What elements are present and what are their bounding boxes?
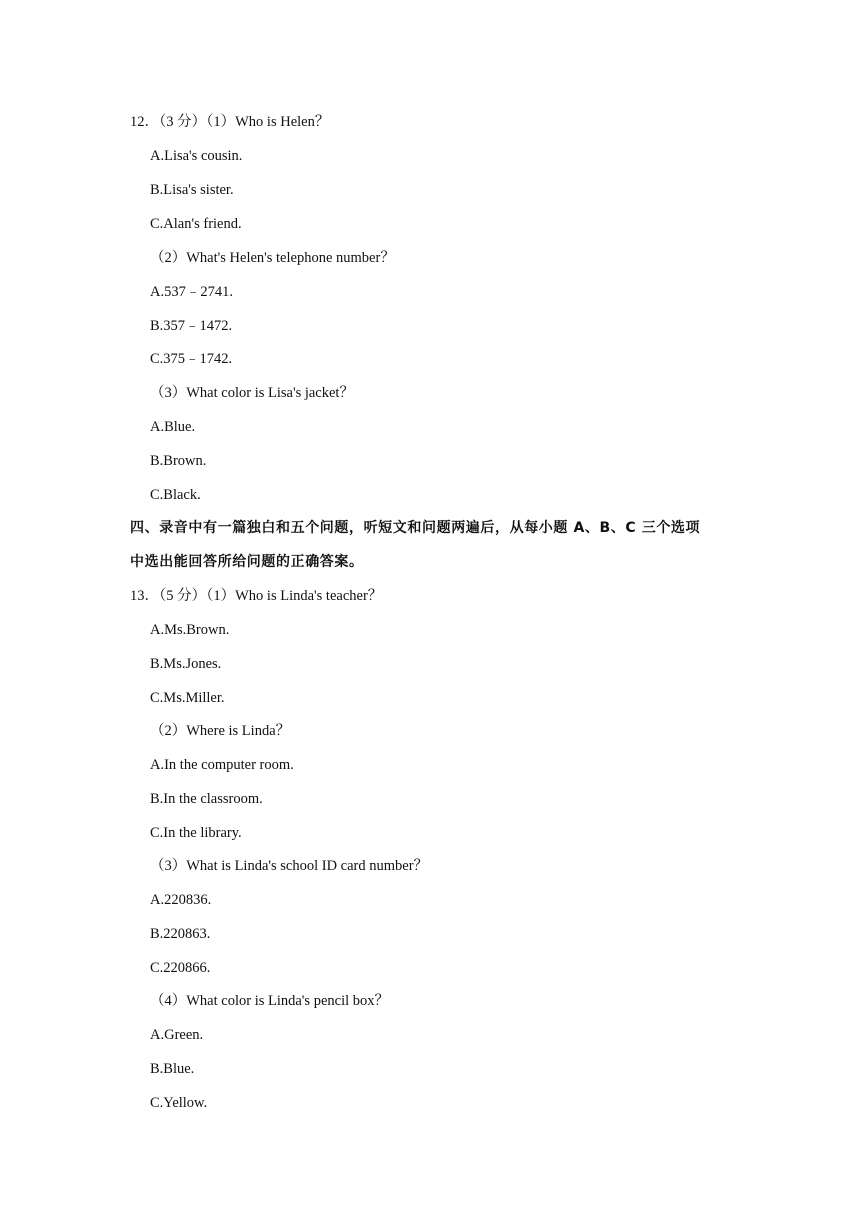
- question-12-heading: 12．（3 分）（1）Who is Helen？: [130, 114, 330, 130]
- q13-1-option-b: B.Ms.Jones.: [150, 656, 222, 672]
- q12-3-option-c: C.Black.: [150, 487, 201, 503]
- q13-4-option-c: C.Yellow.: [150, 1095, 208, 1111]
- q12-2-question: （2）What's Helen's telephone number？: [150, 250, 395, 266]
- q12-1-option-c: C.Alan's friend.: [150, 216, 242, 232]
- q13-3-option-b: B.220863.: [150, 926, 211, 942]
- q13-3-option-a: A.220836.: [150, 892, 212, 908]
- q13-2-option-b: B.In the classroom.: [150, 791, 263, 807]
- q13-3-question: （3）What is Linda's school ID card number？: [150, 858, 429, 874]
- q13-1-option-c: C.Ms.Miller.: [150, 690, 225, 706]
- q13-2-option-a: A.In the computer room.: [150, 757, 294, 773]
- q12-2-option-c: C.375﹣1742.: [150, 351, 233, 367]
- section-4-instructions-line-1: 四、录音中有一篇独白和五个问题，听短文和问题两遍后，从每小题 A、B、C 三个选项: [130, 520, 701, 536]
- q13-3-option-c: C.220866.: [150, 960, 211, 976]
- section-4-instructions-line-2: 中选出能回答所给问题的正确答案。: [130, 554, 364, 570]
- question-13-heading: 13．（5 分）（1）Who is Linda's teacher？: [130, 588, 383, 604]
- q12-3-question: （3）What color is Lisa's jacket？: [150, 385, 354, 401]
- q12-1-option-b: B.Lisa's sister.: [150, 182, 234, 198]
- q12-2-option-b: B.357﹣1472.: [150, 318, 233, 334]
- q13-4-option-b: B.Blue.: [150, 1061, 195, 1077]
- q13-1-option-a: A.Ms.Brown.: [150, 622, 230, 638]
- q12-1-option-a: A.Lisa's cousin.: [150, 148, 243, 164]
- q13-2-option-c: C.In the library.: [150, 825, 242, 841]
- q13-2-question: （2）Where is Linda？: [150, 723, 291, 739]
- q13-4-question: （4）What color is Linda's pencil box？: [150, 993, 389, 1009]
- q13-4-option-a: A.Green.: [150, 1027, 204, 1043]
- q12-3-option-b: B.Brown.: [150, 453, 207, 469]
- q12-2-option-a: A.537﹣2741.: [150, 284, 233, 300]
- q12-3-option-a: A.Blue.: [150, 419, 196, 435]
